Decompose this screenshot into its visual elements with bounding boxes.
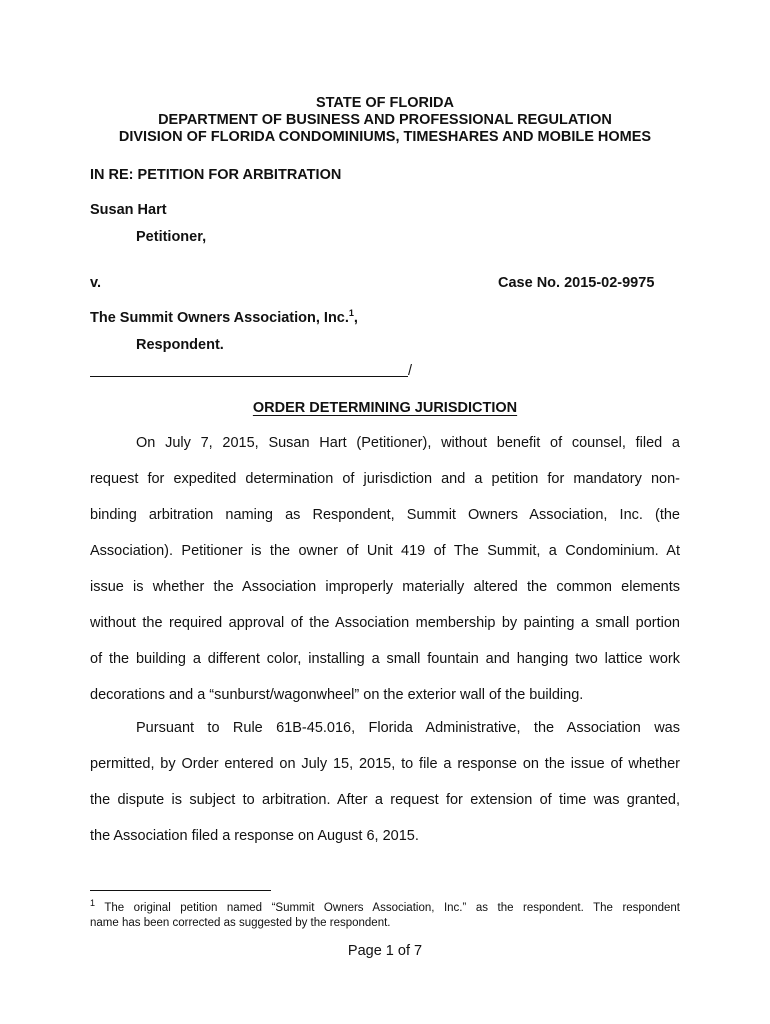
respondent-role: Respondent.	[136, 337, 224, 353]
petitioner-name: Susan Hart	[90, 202, 167, 218]
respondent-name-line	[90, 309, 358, 327]
respondent-name: The Summit Owners Association, Inc.	[90, 310, 349, 326]
footnote-separator	[90, 890, 271, 891]
footnote-reference: 1	[348, 308, 354, 319]
body-line: decorations and a “sunburst/wagonwheel” on the exterior wall of the building.	[90, 687, 584, 703]
footnote-text: The original petition named “Summit Owners Association, Inc.” as the respondent. The respondent	[95, 902, 680, 914]
footnote-mark: 1	[90, 898, 96, 909]
petitioner-role: Petitioner,	[136, 229, 207, 245]
case-number: Case No. 2015-02-9975	[498, 275, 655, 291]
versus-label: v.	[90, 275, 102, 291]
footnote-line: name has been corrected as suggested by the respondent.	[90, 917, 391, 929]
body-line: issue is whether the Association improperly materially altered the common elements	[90, 579, 680, 595]
header-department: DEPARTMENT OF BUSINESS AND PROFESSIONAL REGULATION	[158, 112, 612, 128]
body-line: On July 7, 2015, Susan Hart (Petitioner), without benefit of counsel, filed a	[136, 435, 680, 451]
caption-slash: /	[408, 363, 413, 379]
order-title: ORDER DETERMINING JURISDICTION	[252, 400, 518, 416]
body-line: the Association filed a response on August 6, 2015.	[90, 828, 419, 844]
footnote-line	[90, 898, 680, 915]
page-number: Page 1 of 7	[347, 943, 423, 959]
body-line: of the building a different color, installing a small fountain and hanging two lattice work	[90, 651, 680, 667]
body-line: Pursuant to Rule 61B-45.016, Florida Administrative, the Association was	[136, 720, 680, 736]
body-line: Association). Petitioner is the owner of Unit 419 of The Summit, a Condominium. At	[90, 543, 680, 559]
body-line: the dispute is subject to arbitration. After a request for extension of time was granted,	[90, 792, 680, 808]
body-line: request for expedited determination of jurisdiction and a petition for mandatory non-	[90, 471, 680, 487]
body-line: binding arbitration naming as Respondent, Summit Owners Association, Inc. (the	[90, 507, 680, 523]
caption-signature-line	[90, 376, 408, 377]
header-state: STATE OF FLORIDA	[315, 95, 454, 111]
body-line: without the required approval of the Association membership by painting a small portion	[90, 615, 680, 631]
respondent-name-suffix: ,	[353, 310, 358, 326]
body-line: permitted, by Order entered on July 15, 2015, to file a response on the issue of whether	[90, 756, 680, 772]
in-re-line: IN RE: PETITION FOR ARBITRATION	[90, 167, 342, 183]
header-division: DIVISION OF FLORIDA CONDOMINIUMS, TIMESHARES AND MOBILE HOMES	[118, 129, 652, 145]
